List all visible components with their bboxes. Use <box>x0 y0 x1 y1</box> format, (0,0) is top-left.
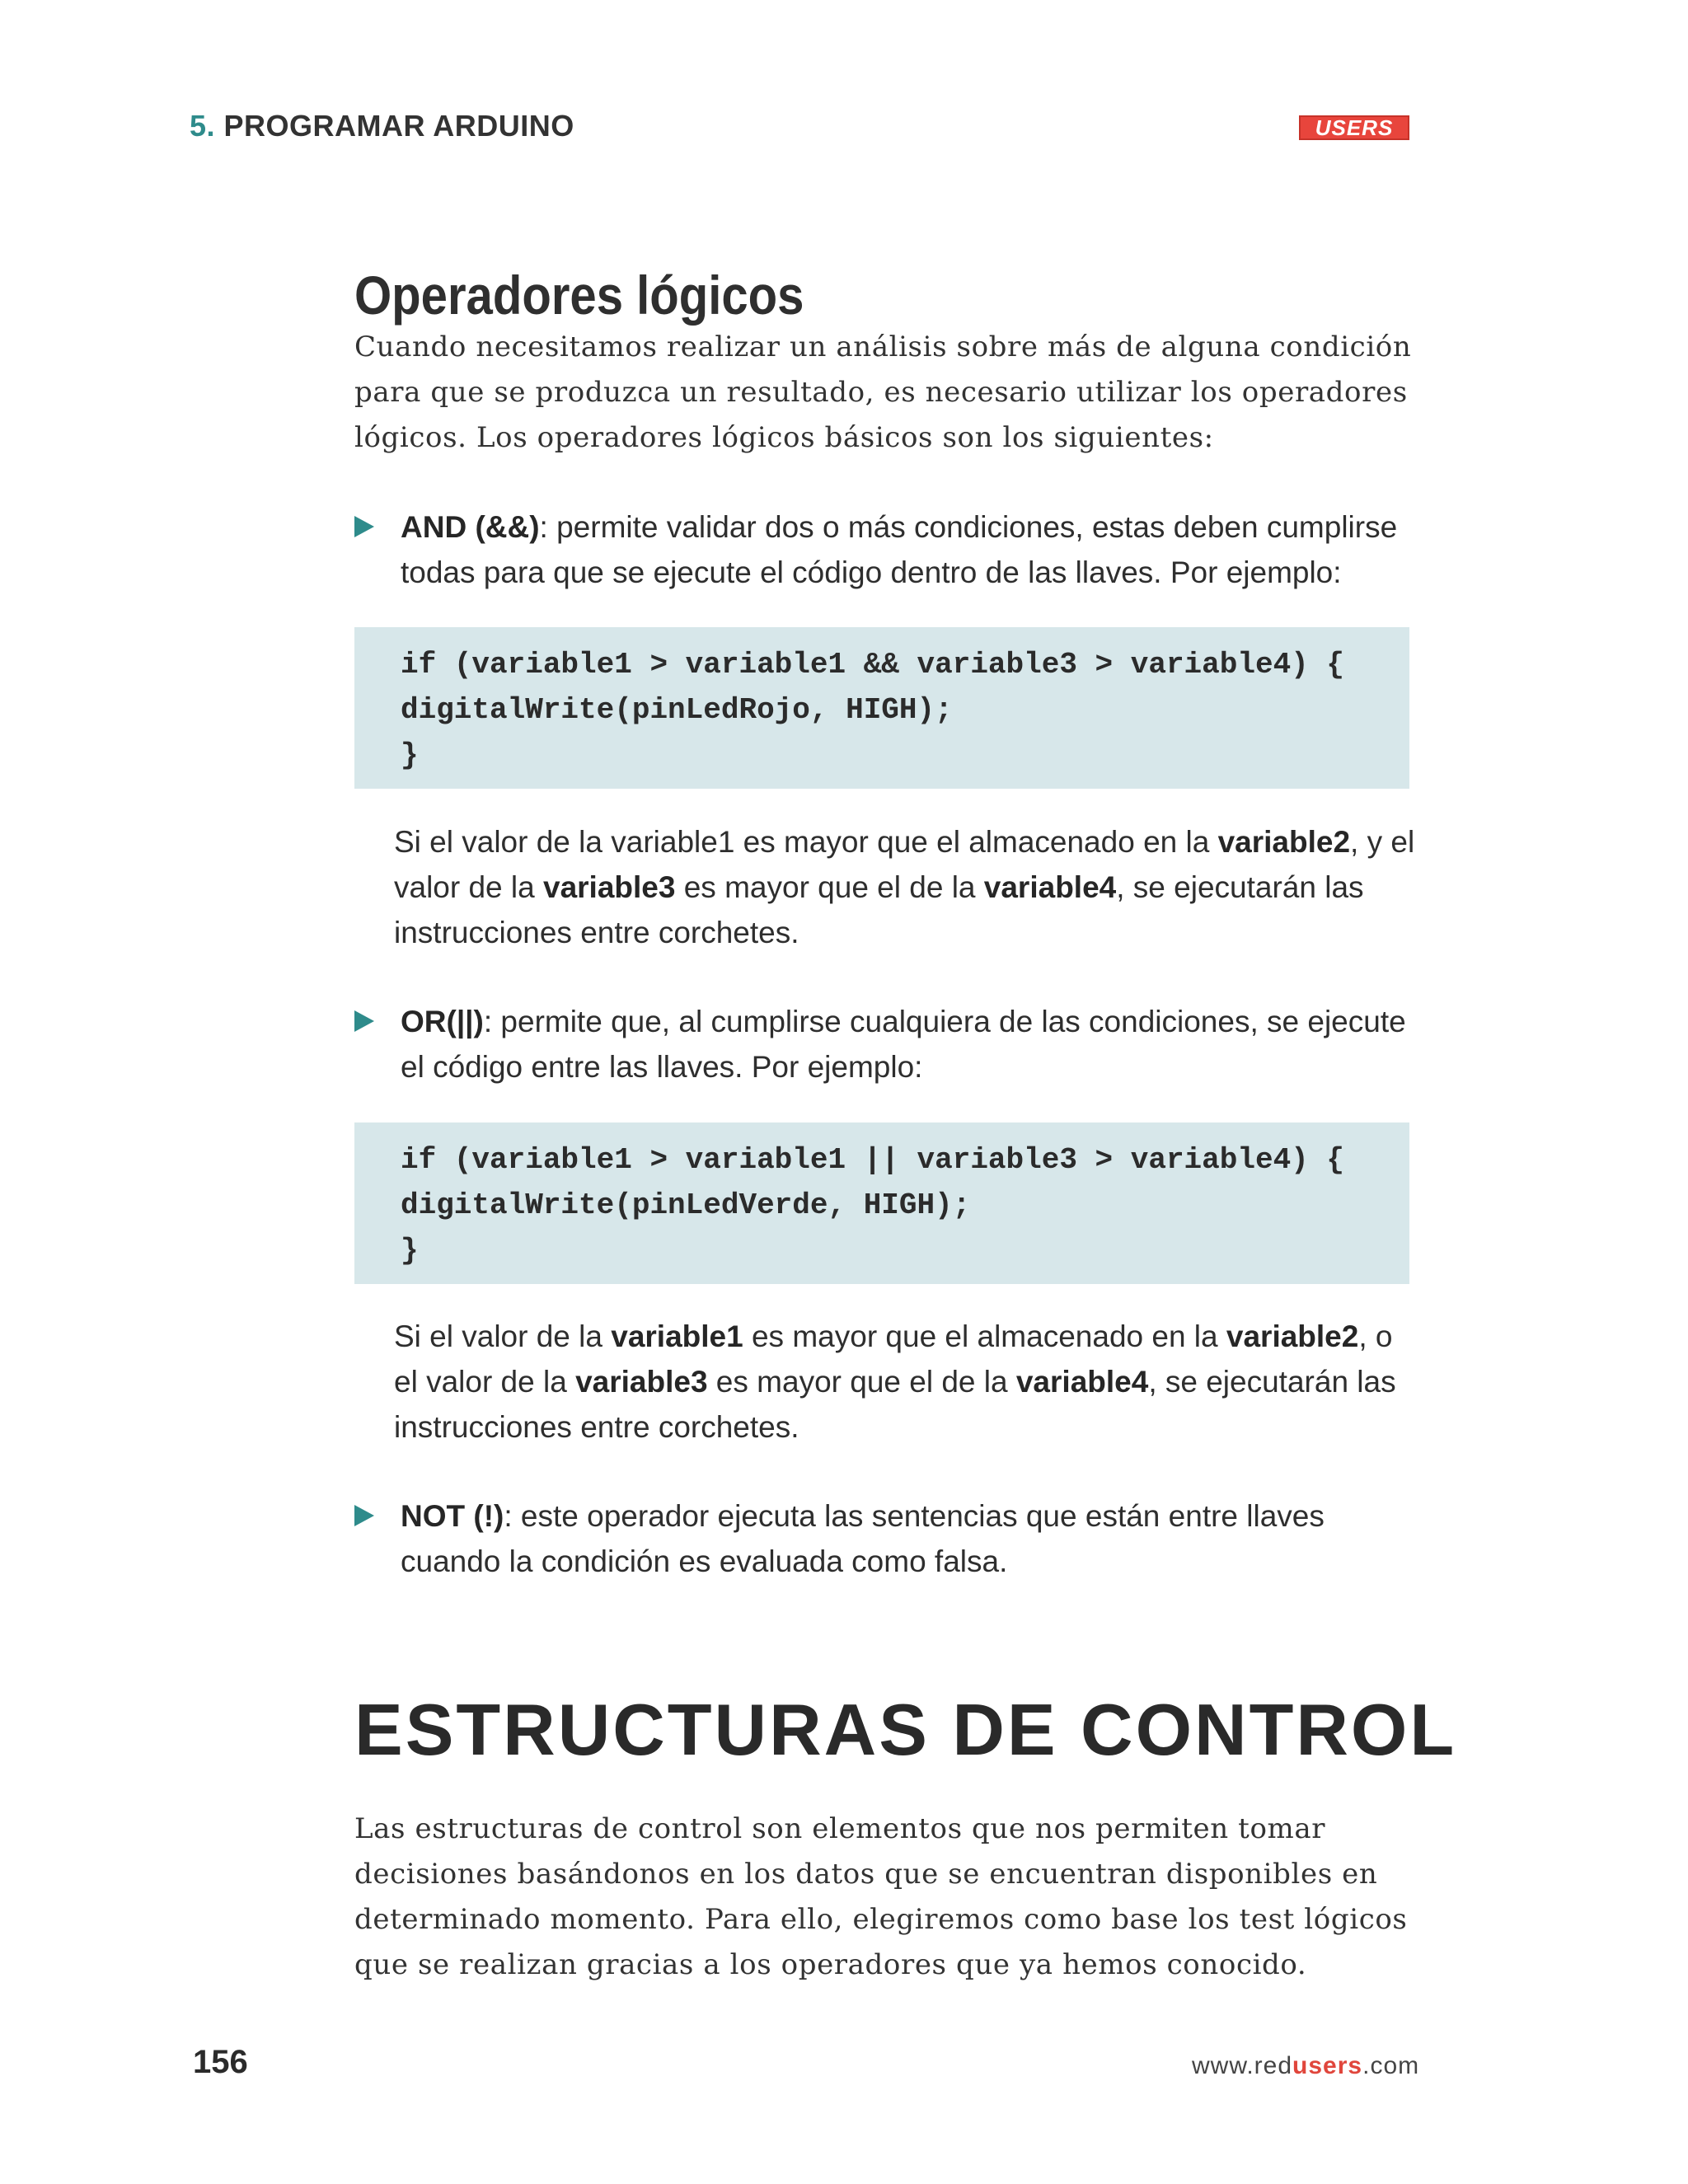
code-block-or <box>354 1122 1409 1284</box>
expl-text: , o el valor de la <box>394 1319 1393 1399</box>
page-number: 156 <box>193 2044 248 2080</box>
bullet-term: NOT (!) <box>401 1499 504 1533</box>
expl-bold: variable4 <box>1015 1365 1149 1399</box>
expl-text: , se ejecutarán las instrucciones entre corchetes. <box>394 1365 1396 1444</box>
site-prefix: www.red <box>1192 2052 1293 2079</box>
expl-bold: variable2 <box>1217 825 1351 859</box>
explanation-or <box>394 1314 1416 1450</box>
bullet-arrow-icon <box>354 1505 374 1526</box>
bullet-term: OR(||) <box>401 1005 484 1038</box>
expl-text: es mayor que el de la <box>675 870 984 904</box>
bullet-arrow-icon <box>354 1010 374 1032</box>
section-title-operadores: Operadores lógicos <box>354 265 804 326</box>
intro-paragraph: Cuando necesitamos realizar un análisis sobre más de alguna condición para que se produzca un resultado, es necesario utilizar los operadores lógicos. Los operadores lógicos básicos son los siguientes: <box>354 330 1412 454</box>
users-logo: USERS <box>1299 115 1409 140</box>
explanation-and <box>394 819 1416 955</box>
code-line: if (variable1 > variable1 && variable3 > variable4) { <box>401 648 1344 682</box>
bullet-arrow-icon <box>354 516 374 537</box>
expl-bold: variable2 <box>1226 1319 1359 1353</box>
code-line: } <box>401 738 419 772</box>
footer-site-link[interactable] <box>1192 2052 1419 2080</box>
bullet-text: : este operador ejecuta las sentencias que están entre llaves cuando la condición es evaluada como falsa. <box>401 1499 1325 1578</box>
code-line: digitalWrite(pinLedVerde, HIGH); <box>401 1188 971 1222</box>
code-block-and <box>354 627 1409 789</box>
code-line: } <box>401 1234 419 1268</box>
site-suffix: .com <box>1362 2052 1420 2079</box>
expl-text: Si el valor de la <box>394 1319 612 1353</box>
expl-text: , se ejecutarán las instrucciones entre corchetes. <box>394 870 1364 949</box>
expl-text: Si el valor de la variable1 es mayor que el almacenado en la <box>394 825 1218 859</box>
bullet-text: : permite que, al cumplirse cualquiera de las condiciones, se ejecute el código entre las llaves. Por ejemplo: <box>401 1005 1406 1084</box>
expl-bold: variable4 <box>983 870 1117 904</box>
expl-text: es mayor que el de la <box>707 1365 1016 1399</box>
expl-bold: variable3 <box>543 870 676 904</box>
expl-text: es mayor que el almacenado en la <box>743 1319 1226 1353</box>
bullet-not <box>354 1493 1418 1584</box>
code-line: digitalWrite(pinLedRojo, HIGH); <box>401 693 953 727</box>
chapter-number: 5. <box>190 109 216 143</box>
bullet-and <box>354 504 1418 595</box>
code-line: if (variable1 > variable1 || variable3 > variable4) { <box>401 1143 1344 1177</box>
bullet-term: AND (&&) <box>401 510 540 544</box>
chapter-title: PROGRAMAR ARDUINO <box>223 109 574 143</box>
site-brand: users <box>1292 2052 1363 2079</box>
chapter-header <box>190 109 574 143</box>
bullet-text: : permite validar dos o más condiciones, estas deben cumplirse todas para que se ejecute el código dentro de las llaves. Por ejemplo: <box>401 510 1398 589</box>
expl-bold: variable1 <box>611 1319 743 1353</box>
bullet-or <box>354 999 1418 1090</box>
closing-paragraph: Las estructuras de control son elementos que nos permiten tomar decisiones basándonos en los datos que se encuentran disponibles en determinado momento. Para ello, elegiremos como base los test lógicos que se realizan gracias a los operadores que ya hemos conocido. <box>354 1812 1408 1981</box>
expl-bold: variable3 <box>575 1365 708 1399</box>
section-title-estructuras: ESTRUCTURAS DE CONTROL <box>354 1689 1457 1770</box>
expl-text: , y el valor de la <box>394 825 1415 904</box>
